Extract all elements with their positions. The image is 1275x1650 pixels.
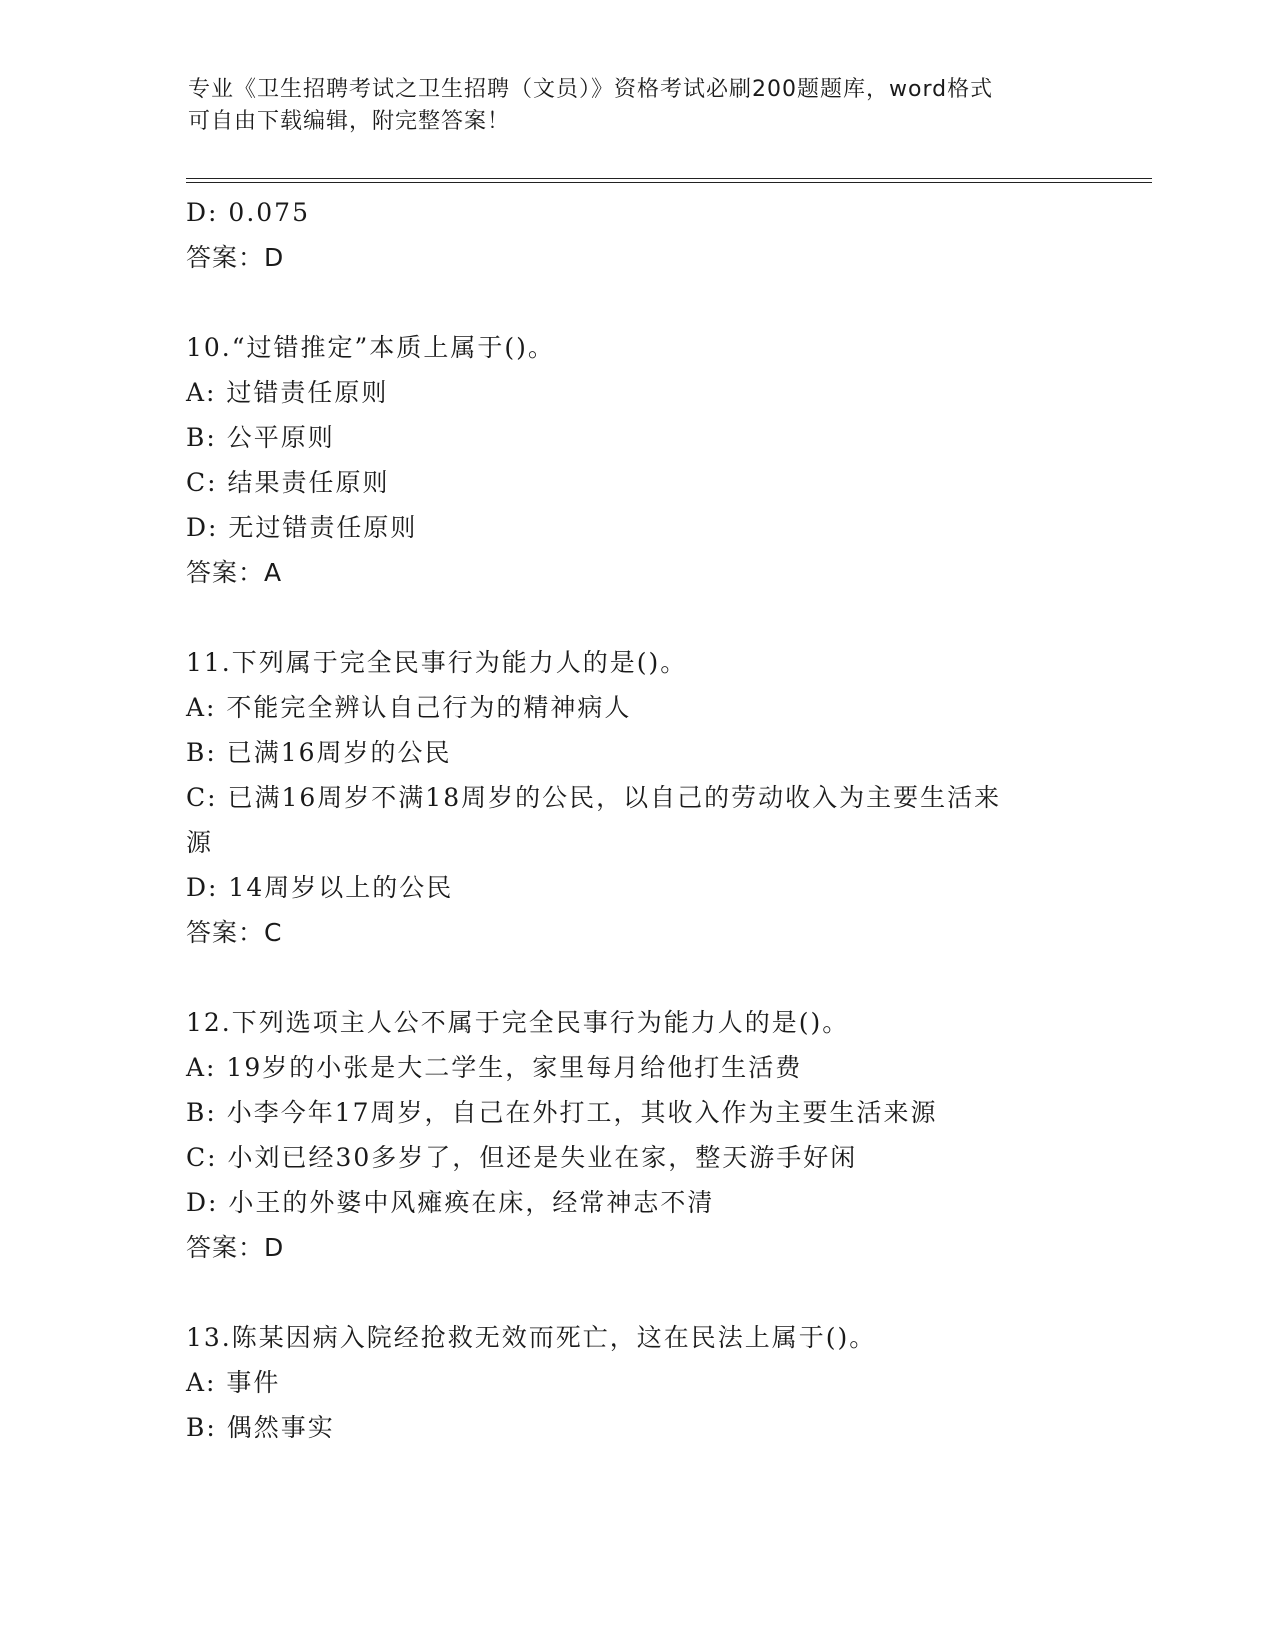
question-10-option-b: B: 公平原则 (186, 423, 335, 452)
question-12-option-b: B: 小李今年17周岁，自己在外打工，其收入作为主要生活来源 (186, 1098, 938, 1127)
question-11-option-c-continued: 源 (186, 828, 214, 857)
prev-answer: 答案：D (186, 243, 285, 272)
question-10-option-d: D: 无过错责任原则 (186, 513, 418, 542)
question-10-option-a: A: 过错责任原则 (186, 378, 389, 407)
question-12-answer: 答案：D (186, 1233, 285, 1262)
question-11-stem: 11.下列属于完全民事行为能力人的是()。 (186, 648, 688, 677)
header-line-1: 专业《卫生招聘考试之卫生招聘（文员）》资格考试必刷200题题库，word格式 (188, 77, 994, 102)
question-11-answer: 答案：C (186, 918, 283, 947)
header-divider (186, 178, 1152, 183)
question-11-option-c: C: 已满16周岁不满18周岁的公民，以自己的劳动收入为主要生活来 (186, 783, 1002, 812)
spacer (186, 1270, 1086, 1315)
question-11-option-b: B: 已满16周岁的公民 (186, 738, 452, 767)
question-12-option-d: D: 小王的外婆中风瘫痪在床，经常神志不清 (186, 1188, 715, 1217)
question-10-option-c: C: 结果责任原则 (186, 468, 390, 497)
prev-option-d: D: 0.075 (186, 198, 310, 227)
question-12-option-c: C: 小刘已经30多岁了，但还是失业在家，整天游手好闲 (186, 1143, 858, 1172)
question-10-stem: 10.“过错推定”本质上属于()。 (186, 333, 555, 362)
question-12-option-a: A: 19岁的小张是大二学生，家里每月给他打生活费 (186, 1053, 803, 1082)
question-11-option-d: D: 14周岁以上的公民 (186, 873, 454, 902)
spacer (186, 280, 1086, 325)
spacer (186, 955, 1086, 1000)
spacer (186, 595, 1086, 640)
question-10-answer: 答案：A (186, 558, 283, 587)
question-13-option-b: B: 偶然事实 (186, 1413, 335, 1442)
header-line-2: 可自由下载编辑，附完整答案！ (188, 109, 511, 134)
question-12-stem: 12.下列选项主人公不属于完全民事行为能力人的是()。 (186, 1008, 850, 1037)
question-13-option-a: A: 事件 (186, 1368, 281, 1397)
document-header (188, 74, 1068, 138)
question-11-option-a: A: 不能完全辨认自己行为的精神病人 (186, 693, 632, 722)
question-list (186, 190, 1086, 1450)
question-13-stem: 13.陈某因病入院经抢救无效而死亡，这在民法上属于()。 (186, 1323, 877, 1352)
